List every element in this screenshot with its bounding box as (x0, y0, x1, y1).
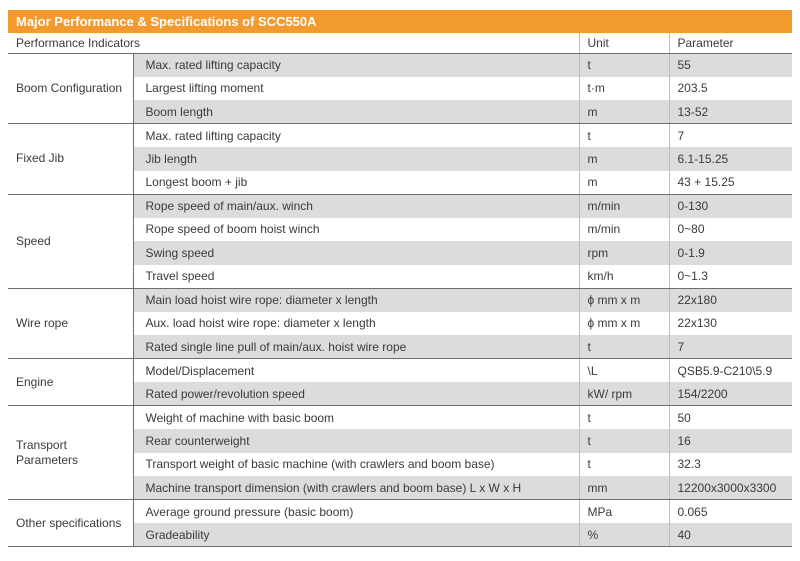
indicator-cell: Rated single line pull of main/aux. hoist wire rope (133, 335, 579, 359)
group-label: Speed (8, 194, 133, 288)
unit-cell: ϕ mm x m (579, 288, 669, 312)
unit-cell: m (579, 100, 669, 124)
indicator-cell: Rear counterweight (133, 429, 579, 453)
indicator-cell: Rope speed of main/aux. winch (133, 194, 579, 218)
indicator-cell: Gradeability (133, 523, 579, 547)
parameter-cell: 22x180 (669, 288, 792, 312)
parameter-cell: 0~1.3 (669, 265, 792, 289)
table-row (8, 500, 792, 524)
table-row (8, 194, 792, 218)
spec-table (8, 33, 792, 547)
parameter-cell: 50 (669, 406, 792, 430)
parameter-cell: 0-1.9 (669, 241, 792, 265)
group-label: Wire rope (8, 288, 133, 359)
unit-cell: m (579, 171, 669, 195)
table-row (8, 53, 792, 77)
table-row (8, 288, 792, 312)
indicator-cell: Swing speed (133, 241, 579, 265)
group-label: Fixed Jib (8, 124, 133, 195)
parameter-cell: 55 (669, 53, 792, 77)
spec-table-body (8, 53, 792, 547)
indicator-cell: Average ground pressure (basic boom) (133, 500, 579, 524)
table-row (8, 124, 792, 148)
header-unit: Unit (579, 33, 669, 53)
indicator-cell: Rope speed of boom hoist winch (133, 218, 579, 242)
parameter-cell: QSB5.9-C210\5.9 (669, 359, 792, 383)
unit-cell: t (579, 124, 669, 148)
indicator-cell: Longest boom + jib (133, 171, 579, 195)
group-label: Other specifications (8, 500, 133, 547)
parameter-cell: 203.5 (669, 77, 792, 101)
unit-cell: m/min (579, 194, 669, 218)
indicator-cell: Machine transport dimension (with crawlers and boom base) L x W x H (133, 476, 579, 500)
parameter-cell: 22x130 (669, 312, 792, 336)
parameter-cell: 7 (669, 124, 792, 148)
header-parameter: Parameter (669, 33, 792, 53)
parameter-cell: 12200x3000x3300 (669, 476, 792, 500)
indicator-cell: Max. rated lifting capacity (133, 53, 579, 77)
unit-cell: t (579, 429, 669, 453)
header-row (8, 33, 792, 53)
parameter-cell: 154/2200 (669, 382, 792, 406)
indicator-cell: Largest lifting moment (133, 77, 579, 101)
unit-cell: rpm (579, 241, 669, 265)
indicator-cell: Travel speed (133, 265, 579, 289)
indicator-cell: Aux. load hoist wire rope: diameter x length (133, 312, 579, 336)
unit-cell: kW/ rpm (579, 382, 669, 406)
unit-cell: t (579, 335, 669, 359)
unit-cell: mm (579, 476, 669, 500)
parameter-cell: 16 (669, 429, 792, 453)
parameter-cell: 32.3 (669, 453, 792, 477)
indicator-cell: Model/Displacement (133, 359, 579, 383)
parameter-cell: 0~80 (669, 218, 792, 242)
parameter-cell: 13-52 (669, 100, 792, 124)
header-indicators: Performance Indicators (8, 33, 579, 53)
parameter-cell: 7 (669, 335, 792, 359)
spec-sheet (8, 10, 792, 547)
unit-cell: t (579, 406, 669, 430)
indicator-cell: Boom length (133, 100, 579, 124)
unit-cell: MPa (579, 500, 669, 524)
parameter-cell: 6.1-15.25 (669, 147, 792, 171)
indicator-cell: Weight of machine with basic boom (133, 406, 579, 430)
indicator-cell: Max. rated lifting capacity (133, 124, 579, 148)
unit-cell: \L (579, 359, 669, 383)
group-label: Boom Configuration (8, 53, 133, 124)
sheet-title: Major Performance & Specifications of SCC550A (8, 10, 792, 33)
parameter-cell: 0-130 (669, 194, 792, 218)
unit-cell: t (579, 453, 669, 477)
parameter-cell: 0.065 (669, 500, 792, 524)
group-label: Transport Parameters (8, 406, 133, 500)
indicator-cell: Transport weight of basic machine (with crawlers and boom base) (133, 453, 579, 477)
table-row (8, 406, 792, 430)
unit-cell: m (579, 147, 669, 171)
unit-cell: ϕ mm x m (579, 312, 669, 336)
indicator-cell: Main load hoist wire rope: diameter x length (133, 288, 579, 312)
unit-cell: t·m (579, 77, 669, 101)
unit-cell: m/min (579, 218, 669, 242)
unit-cell: km/h (579, 265, 669, 289)
indicator-cell: Rated power/revolution speed (133, 382, 579, 406)
parameter-cell: 40 (669, 523, 792, 547)
unit-cell: t (579, 53, 669, 77)
parameter-cell: 43 + 15.25 (669, 171, 792, 195)
group-label: Engine (8, 359, 133, 406)
unit-cell: % (579, 523, 669, 547)
table-row (8, 359, 792, 383)
indicator-cell: Jib length (133, 147, 579, 171)
